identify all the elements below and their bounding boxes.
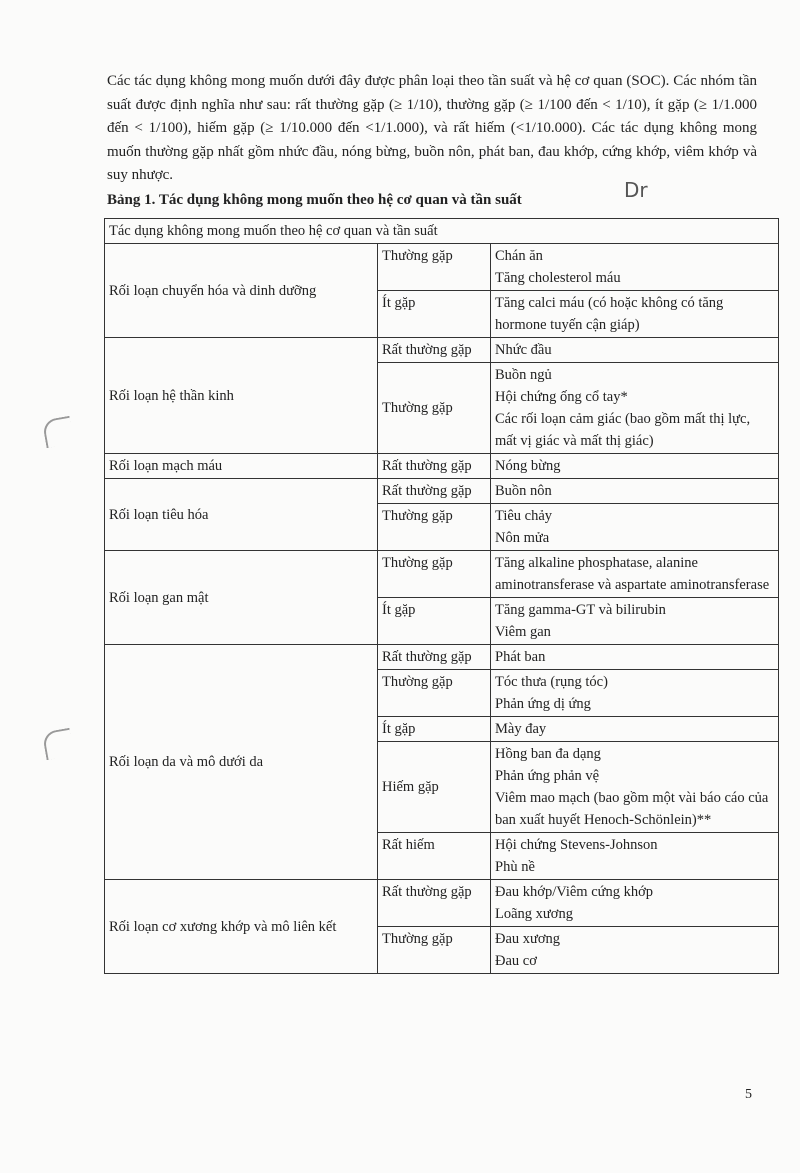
table-header-cell: Tác dụng không mong muốn theo hệ cơ quan và tần suất [105, 219, 779, 244]
effect-item: Viêm gan [495, 624, 551, 640]
effects-cell [491, 551, 779, 598]
table-row [105, 880, 779, 927]
effect-item: Đau xương [495, 931, 561, 947]
frequency-cell: Thường gặp [378, 504, 491, 551]
effects-cell [491, 479, 779, 504]
soc-cell: Rối loạn gan mật [105, 551, 378, 645]
frequency-cell: Ít gặp [378, 717, 491, 742]
effect-item: Buồn ngủ [495, 367, 552, 383]
effects-cell [491, 338, 779, 363]
effect-item: Đau cơ [495, 953, 537, 969]
frequency-cell: Rất thường gặp [378, 454, 491, 479]
frequency-cell: Rất thường gặp [378, 645, 491, 670]
punch-hole-mark [42, 416, 74, 448]
effects-cell [491, 717, 779, 742]
effect-item: Các rối loạn cảm giác (bao gồm mất thị lực, mất vị giác và mất thị giác) [495, 411, 751, 449]
effect-item: Tóc thưa (rụng tóc) [495, 674, 608, 690]
punch-hole-mark [42, 728, 74, 760]
table-row [105, 645, 779, 670]
effect-item: Hội chứng ống cổ tay* [495, 389, 628, 405]
table-row [105, 338, 779, 363]
frequency-cell: Thường gặp [378, 670, 491, 717]
effect-item: Hội chứng Stevens-Johnson [495, 837, 658, 853]
effect-item: Mày đay [495, 721, 547, 737]
effects-cell [491, 742, 779, 833]
effect-item: Tăng calci máu (có hoặc không có tăng hormone tuyến cận giáp) [495, 295, 724, 333]
frequency-cell: Hiếm gặp [378, 742, 491, 833]
effect-item: Tăng cholesterol máu [495, 270, 621, 286]
effect-item: Phản ứng dị ứng [495, 696, 591, 712]
effect-item: Tăng alkaline phosphatase, alanine aminotransferase và aspartate aminotransferase [495, 555, 770, 593]
effect-item: Tiêu chảy [495, 508, 553, 524]
effect-item: Buồn nôn [495, 483, 552, 499]
handwritten-mark: Dr [624, 178, 648, 202]
table-row [105, 454, 779, 479]
effect-item: Phát ban [495, 649, 546, 665]
effects-cell [491, 927, 779, 974]
soc-cell: Rối loạn tiêu hóa [105, 479, 378, 551]
soc-cell: Rối loạn mạch máu [105, 454, 378, 479]
effects-cell [491, 454, 779, 479]
effects-cell [491, 244, 779, 291]
adverse-effects-table [104, 218, 779, 974]
effects-cell [491, 833, 779, 880]
table-row [105, 479, 779, 504]
frequency-cell: Thường gặp [378, 363, 491, 454]
frequency-cell: Ít gặp [378, 598, 491, 645]
frequency-cell: Ít gặp [378, 291, 491, 338]
effect-item: Phản ứng phản vệ [495, 768, 600, 784]
effect-item: Nóng bừng [495, 458, 561, 474]
effects-cell [491, 880, 779, 927]
table-row [105, 551, 779, 598]
frequency-cell: Rất thường gặp [378, 880, 491, 927]
frequency-cell: Thường gặp [378, 244, 491, 291]
effect-item: Đau khớp/Viêm cứng khớp [495, 884, 654, 900]
frequency-cell: Rất hiếm [378, 833, 491, 880]
effects-cell [491, 504, 779, 551]
soc-cell: Rối loạn cơ xương khớp và mô liên kết [105, 880, 378, 974]
frequency-cell: Thường gặp [378, 551, 491, 598]
effects-cell [491, 291, 779, 338]
table-row [105, 244, 779, 291]
frequency-cell: Thường gặp [378, 927, 491, 974]
effect-item: Viêm mao mạch (bao gồm một vài báo cáo của ban xuất huyết Henoch-Schönlein)** [495, 790, 769, 828]
soc-cell: Rối loạn hệ thần kinh [105, 338, 378, 454]
effects-cell [491, 670, 779, 717]
table-header-row [105, 219, 779, 244]
effect-item: Chán ăn [495, 248, 543, 264]
effect-item: Nôn mửa [495, 530, 550, 546]
effect-item: Tăng gamma-GT và bilirubin [495, 602, 666, 618]
effects-cell [491, 645, 779, 670]
soc-cell: Rối loạn chuyển hóa và dinh dưỡng [105, 244, 378, 338]
effect-item: Loãng xương [495, 906, 573, 922]
frequency-cell: Rất thường gặp [378, 338, 491, 363]
effects-cell [491, 598, 779, 645]
effect-item: Nhức đầu [495, 342, 552, 358]
table-caption: Bảng 1. Tác dụng không mong muốn theo hệ cơ quan và tần suất [107, 192, 522, 208]
effect-item: Phù nề [495, 859, 535, 875]
intro-text: Các tác dụng không mong muốn dưới đây được phân loại theo tần suất và hệ cơ quan (SOC). Các nhóm tần suất được định nghĩa như sau: rất thường gặp (≥ 1/10), thường gặp (≥ 1/100 đến < 1/10), ít gặp (≥ 1/1.000 đến < 1/100), hiếm gặp (≥ 1/10.000 đến <1/1.000), và rất hiếm (<1/10.000). Các tác dụng không mong muốn thường gặp nhất gồm nhức đầu, nóng bừng, buồn nôn, phát ban, đau khớp, cứng khớp, viêm khớp và suy nhược. [107, 73, 757, 183]
frequency-cell: Rất thường gặp [378, 479, 491, 504]
soc-cell: Rối loạn da và mô dưới da [105, 645, 378, 880]
page-number: 5 [745, 1087, 752, 1102]
intro-paragraph [107, 70, 757, 188]
effect-item: Hồng ban đa dạng [495, 746, 601, 762]
effects-cell [491, 363, 779, 454]
